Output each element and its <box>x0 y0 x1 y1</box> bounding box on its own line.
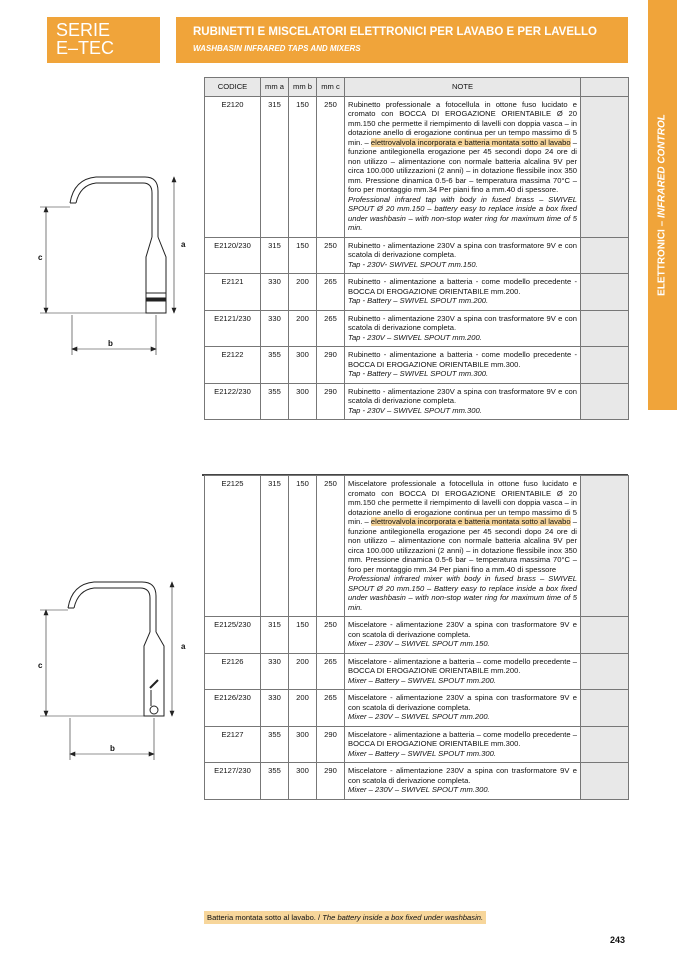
cell-c: 290 <box>317 383 345 420</box>
cell-note <box>345 617 581 654</box>
mixer-drawing <box>30 570 200 770</box>
cell-blank <box>581 726 629 763</box>
cell-code: E2120/230 <box>205 237 261 274</box>
col-c-header: mm c <box>317 78 345 97</box>
table-row <box>205 476 629 617</box>
cell-b: 150 <box>289 237 317 274</box>
cell-note <box>345 96 581 237</box>
cell-a: 315 <box>261 476 289 617</box>
cell-blank <box>581 653 629 690</box>
cell-b: 150 <box>289 476 317 617</box>
cell-b: 200 <box>289 653 317 690</box>
cell-code: E2126/230 <box>205 690 261 727</box>
cell-c: 265 <box>317 653 345 690</box>
col-a-header: mm a <box>261 78 289 97</box>
cell-note <box>345 690 581 727</box>
cell-a: 315 <box>261 617 289 654</box>
serie-badge <box>47 17 160 63</box>
dimension-a-label: a <box>181 642 186 651</box>
cell-c: 250 <box>317 237 345 274</box>
cell-note <box>345 763 581 800</box>
cell-a: 315 <box>261 237 289 274</box>
note-text: Rubinetto professionale a fotocellula in ottone fuso lucidato e cromato con BOCCA DI EROGAZIONE ORIENTABILE Ø 20 mm.150 che permette il riempimento di lavelli con doppia vasca – in dotazione anello di erogazione continua per un tempo massimo di 5 min. – <box>348 99 577 147</box>
note-text-cont: – funzione antilegionella erogazione per 45 secondi dopo 24 ore di non utilizzo – alimentazione con normale batteria alcalina 9V per circa 100.000 utilizzazioni (2 anni) – in dotazione flessibile inox 350 mm. Pressione dinamica 0.5-6 bar – temperatura massima 70°C – foro per montaggio mm.34 Per piani fino a mm.40 di spessore. <box>348 137 577 194</box>
note-english: Mixer – Battery – SWIVEL SPOUT mm.200. <box>348 675 496 685</box>
cell-note <box>345 274 581 311</box>
note-english: Tap - Battery – SWIVEL SPOUT mm.300. <box>348 369 489 378</box>
note-text: Rubinetto - alimentazione a batteria - come modello precedente - BOCCA DI EROGAZIONE ORIENTABILE mm.300. <box>348 350 577 369</box>
cell-b: 200 <box>289 310 317 347</box>
tap-drawing <box>30 165 200 360</box>
dimension-b-label: b <box>108 339 113 348</box>
note-text: Miscelatore professionale a fotocellula in ottone fuso lucidato e cromato con BOCCA DI EROGAZIONE ORIENTABILE Ø 20 mm.150 che permette il riempimento di lavelli con doppia vasca – in dotazione anello di erogazione continua per un tempo massimo di 5 min. – <box>348 479 577 526</box>
note-english: Tap - 230V – SWIVEL SPOUT mm.300. <box>348 405 482 415</box>
table-row <box>205 347 629 384</box>
table-header-row <box>205 78 629 97</box>
note-english: Mixer – 230V – SWIVEL SPOUT mm.300. <box>348 785 490 794</box>
cell-c: 265 <box>317 274 345 311</box>
table-row <box>205 763 629 800</box>
table-row <box>205 690 629 727</box>
note-english: Tap - Battery – SWIVEL SPOUT mm.200. <box>348 296 489 305</box>
cell-c: 250 <box>317 617 345 654</box>
cell-a: 315 <box>261 96 289 237</box>
cell-code: E2122/230 <box>205 383 261 420</box>
note-text: Rubinetto - alimentazione a batteria - come modello precedente - BOCCA DI EROGAZIONE ORIENTABILE mm.200. <box>348 277 577 296</box>
dimension-c-label: c <box>38 253 43 262</box>
cell-code: E2125/230 <box>205 617 261 654</box>
page-subtitle: WASHBASIN INFRARED TAPS AND MIXERS <box>193 44 361 53</box>
cell-a: 355 <box>261 726 289 763</box>
cell-c: 250 <box>317 476 345 617</box>
cell-c: 265 <box>317 310 345 347</box>
footnote-it: Batteria montata sotto al lavabo. <box>207 913 316 922</box>
cell-b: 200 <box>289 690 317 727</box>
cell-c: 290 <box>317 726 345 763</box>
note-text: Miscelatore - alimentazione 230V a spina con trasformatore 9V e con scatola di derivazione completa. <box>348 693 577 712</box>
note-text-cont: – funzione antilegionella erogazione per 45 secondi dopo 24 ore di non utilizzo – alimentazione con normale batteria alcalina 9V per circa 100.000 utilizzazioni (2 anni) – in dotazione flessibile inox 350 mm. Pressione dinamica 0.5-6 bar – temperatura massima 70°C – foro per montaggio mm.34 Per piani fino a mm.40 di spessore <box>348 517 577 574</box>
cell-c: 290 <box>317 347 345 384</box>
cell-note <box>345 383 581 420</box>
table-row <box>205 310 629 347</box>
table-row <box>205 383 629 420</box>
footnote <box>204 911 486 924</box>
cell-note <box>345 653 581 690</box>
cell-blank <box>581 690 629 727</box>
cell-a: 330 <box>261 690 289 727</box>
cell-code: E2127/230 <box>205 763 261 800</box>
note-text: Miscelatore - alimentazione 230V a spina con trasformatore 9V e con scatola di derivazione completa. <box>348 620 577 639</box>
note-text: Rubinetto - alimentazione 230V a spina con trasformatore 9V e con scatola di derivazione completa. <box>348 386 577 405</box>
cell-b: 300 <box>289 383 317 420</box>
cell-b: 300 <box>289 726 317 763</box>
col-b-header: mm b <box>289 78 317 97</box>
cell-note <box>345 726 581 763</box>
table-row <box>205 617 629 654</box>
category-side-tab <box>648 0 677 410</box>
cell-code: E2121/230 <box>205 310 261 347</box>
cell-blank <box>581 96 629 237</box>
cell-note <box>345 310 581 347</box>
footnote-separator: / <box>315 913 323 922</box>
cell-code: E2120 <box>205 96 261 237</box>
note-highlight: elettrovalvola incorporata e batteria montata sotto al lavabo <box>370 517 571 526</box>
cell-blank <box>581 617 629 654</box>
table-row <box>205 237 629 274</box>
col-blank-header <box>581 78 629 97</box>
page-title-banner <box>176 17 628 63</box>
cell-c: 265 <box>317 690 345 727</box>
cell-b: 200 <box>289 274 317 311</box>
table-row <box>205 726 629 763</box>
cell-c: 290 <box>317 763 345 800</box>
cell-note <box>345 476 581 617</box>
cell-b: 300 <box>289 347 317 384</box>
note-highlight: elettrovalvola incorporata e batteria montata sotto al lavabo <box>370 137 571 147</box>
cell-note <box>345 237 581 274</box>
cell-a: 355 <box>261 383 289 420</box>
cell-b: 300 <box>289 763 317 800</box>
note-english: Tap - 230V- SWIVEL SPOUT mm.150. <box>348 259 478 269</box>
note-text: Rubinetto - alimentazione 230V a spina con trasformatore 9V e con scatola di derivazione completa. <box>348 313 577 332</box>
cell-code: E2126 <box>205 653 261 690</box>
note-english: Mixer – 230V – SWIVEL SPOUT mm.150. <box>348 639 490 648</box>
note-english: Mixer – 230V – SWIVEL SPOUT mm.200. <box>348 712 490 721</box>
footnote-en: The battery inside a box fixed under washbasin. <box>322 913 484 922</box>
cell-code: E2122 <box>205 347 261 384</box>
dimension-c-label: c <box>38 661 43 670</box>
cell-code: E2125 <box>205 476 261 617</box>
table-row <box>205 653 629 690</box>
note-english: Professional infrared mixer with body in fused brass – SWIVEL SPOUT Ø 20 mm.150 – Battery easy to replace inside a box fixed under washbasin – with non-stop water ring for maximum time of 5 min. <box>348 574 577 612</box>
serie-label: SERIE <box>56 20 111 40</box>
dimension-a-label: a <box>181 240 186 249</box>
table-row <box>205 96 629 237</box>
cell-blank <box>581 476 629 617</box>
mixers-table <box>204 475 629 800</box>
cell-b: 150 <box>289 617 317 654</box>
note-english: Tap - 230V – SWIVEL SPOUT mm.200. <box>348 332 482 342</box>
cell-blank <box>581 763 629 800</box>
note-text: Miscelatore - alimentazione 230V a spina con trasformatore 9V e con scatola di derivazione completa. <box>348 766 577 785</box>
note-text: Miscelatore - alimentazione a batteria – come modello precedente – BOCCA DI EROGAZIONE ORIENTABILE mm.300. <box>348 729 577 748</box>
note-english: Mixer – Battery – SWIVEL SPOUT mm.300. <box>348 748 496 758</box>
note-text: Miscelatore - alimentazione a batteria – come modello precedente – BOCCA DI EROGAZIONE ORIENTABILE mm.200. <box>348 656 577 675</box>
cell-blank <box>581 310 629 347</box>
cell-code: E2121 <box>205 274 261 311</box>
cell-a: 355 <box>261 347 289 384</box>
cell-c: 250 <box>317 96 345 237</box>
table-row <box>205 274 629 311</box>
cell-a: 330 <box>261 274 289 311</box>
cell-a: 330 <box>261 310 289 347</box>
col-note-header: NOTE <box>345 78 581 97</box>
note-english: Professional infrared tap with body in fused brass – SWIVEL SPOUT Ø 20 mm.150 – battery easy to replace inside a box fixed under washbasin – with non-stop water ring for maximum time of 5 min. <box>348 194 577 232</box>
note-text: Rubinetto - alimentazione 230V a spina con trasformatore 9V e con scatola di derivazione completa. <box>348 240 577 259</box>
category-label: ELETTRONICI – INFRARED CONTROL <box>656 114 668 296</box>
taps-table <box>204 77 629 420</box>
page-number: 243 <box>610 935 626 945</box>
cell-b: 150 <box>289 96 317 237</box>
dimension-b-label: b <box>110 744 115 753</box>
serie-name: E–TEC <box>56 38 115 58</box>
cell-blank <box>581 274 629 311</box>
cell-blank <box>581 383 629 420</box>
cell-a: 330 <box>261 653 289 690</box>
cell-a: 355 <box>261 763 289 800</box>
cell-code: E2127 <box>205 726 261 763</box>
cell-note <box>345 347 581 384</box>
cell-blank <box>581 347 629 384</box>
page-title: RUBINETTI E MISCELATORI ELETTRONICI PER LAVABO E PER LAVELLO <box>193 26 598 38</box>
cell-blank <box>581 237 629 274</box>
col-code-header: CODICE <box>205 78 261 97</box>
